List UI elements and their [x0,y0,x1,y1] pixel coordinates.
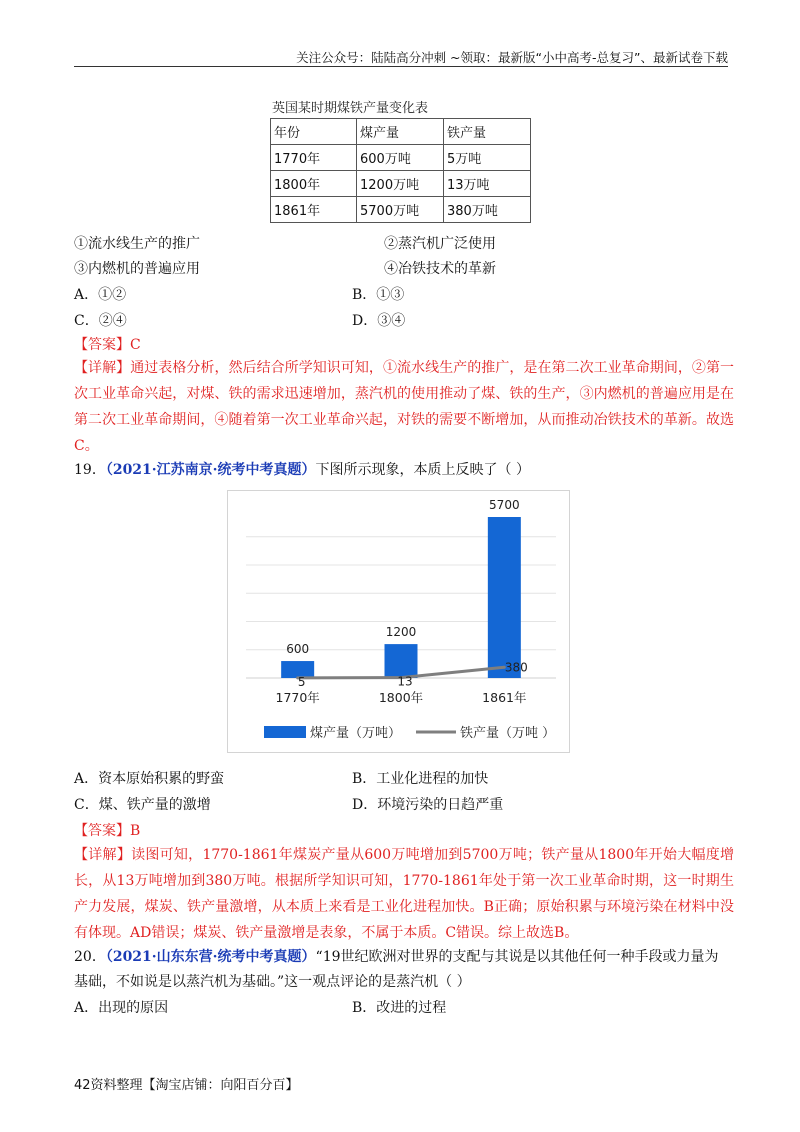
q18-item-4: ④冶铁技术的革新 [384,261,496,277]
q18-option-c: C．②④ [74,313,127,329]
iron-data-label: 380 [504,660,528,675]
coal-bar [488,517,521,678]
table-cell: 1770年 [271,145,357,171]
legend-swatch-coal [264,726,306,738]
explain-text: 通过表格分析，然后结合所学知识可知，①流水线生产的推广，是在第二次工业革命期间，②第一次工业革命兴起，对煤、铁的需求迅速增加，蒸汽机的使用推动了煤、铁的生产，③内燃机的普遍应用是在第二次工业革命期间，④随着第一次工业革命兴起，对铁的需要不断增加，从而推动冶铁技术的革新。故选C。 [74,360,735,454]
q20-stem-line [74,946,719,966]
q18-option-d: D．③④ [352,313,406,329]
q19-answer: 【答案】B [74,823,141,839]
coal-iron-chart [227,490,570,753]
q18-item-2: ②蒸汽机广泛使用 [384,236,496,252]
q18-item-3: ③内燃机的普遍应用 [74,261,200,277]
q19-option-b: B．工业化进程的加快 [352,771,489,787]
explain-tag: 【详解】 [74,847,132,863]
coal-bar [385,644,418,678]
x-tick-label: 1770年 [275,690,320,705]
table-cell: 1800年 [271,171,357,197]
coal-iron-table [270,118,531,223]
q19-number: 19． [74,462,106,478]
iron-data-label: 5 [297,674,306,689]
q20-stem-2: 基础，不如说是以蒸汽机为基础。”这一观点评论的是蒸汽机（ ） [74,974,471,990]
coal-data-label: 1200 [385,625,417,640]
explain-text: 读图可知，1770-1861年煤炭产量从600万吨增加到5700万吨；铁产量从1800年开始大幅度增长，从13万吨增加到380万吨。根据所学知识可知，1770-1861年处于第一次工业革命时期，这一时期生产力发展，煤炭、铁产量激增，从本质上来看是工业化进程加快。B正确；原始积累与环境污染在材料中没有体现。AD错误；煤炭、铁产量激增是表象，不属于本质。C错误。综上故选B。 [74,847,735,941]
q19-source: （2021·江苏南京·统考中考真题） [105,462,316,478]
table-row [271,197,531,223]
chart-svg [228,491,571,754]
table-cell: 5700万吨 [357,197,444,223]
table-row [271,145,531,171]
q19-option-c: C．煤、铁产量的激增 [74,797,211,813]
table-cell: 600万吨 [357,145,444,171]
q20-option-b: B．改进的过程 [352,1000,447,1016]
x-tick-label: 1861年 [482,690,527,705]
table-header-cell: 年份 [271,119,357,145]
x-tick-label: 1800年 [378,690,424,705]
table-cell: 13万吨 [444,171,531,197]
table-cell: 380万吨 [444,197,531,223]
table-header-row [271,119,531,145]
q19-option-a: A．资本原始积累的野蛮 [74,771,225,787]
q18-option-b: B．①③ [352,287,405,303]
table-caption: 英国某时期煤铁产量变化表 [272,101,429,116]
legend-label-coal: 煤产量（万吨） [310,726,402,741]
page-header: 关注公众号：陆陆高分冲刺 ~领取：最新版“小中高考-总复习”、最新试卷下载 [296,50,728,65]
q18-explanation [74,355,734,459]
coal-data-label: 5700 [489,498,520,512]
q19-option-d: D．环境污染的日趋严重 [352,797,504,813]
coal-data-label: 600 [286,642,310,657]
table-header-cell: 铁产量 [444,119,531,145]
explain-tag: 【详解】 [74,360,131,376]
table-cell: 5万吨 [444,145,531,171]
q19-stem-line [74,459,530,479]
q18-item-1: ①流水线生产的推广 [74,236,200,252]
header-rule [74,66,728,67]
q20-stem-1: “19世纪欧洲对世界的支配与其说是以其他任何一种手段或力量为 [315,949,719,965]
legend-label-iron: 铁产量（万吨 ） [460,726,556,741]
table-row [271,171,531,197]
q19-stem: 下图所示现象，本质上反映了（ ） [315,462,530,478]
q20-source: （2021·山东东营·统考中考真题） [105,949,316,965]
q19-explanation [74,842,734,946]
q20-option-a: A．出现的原因 [74,1000,169,1016]
table-header-cell: 煤产量 [357,119,444,145]
table-cell: 1861年 [271,197,357,223]
page-footer: 42资料整理【淘宝店铺：向阳百分百】 [74,1078,299,1093]
table-cell: 1200万吨 [357,171,444,197]
q20-number: 20． [74,949,106,965]
q18-answer: 【答案】C [74,337,141,353]
q18-option-a: A．①② [74,287,127,303]
iron-data-label: 13 [397,674,413,689]
